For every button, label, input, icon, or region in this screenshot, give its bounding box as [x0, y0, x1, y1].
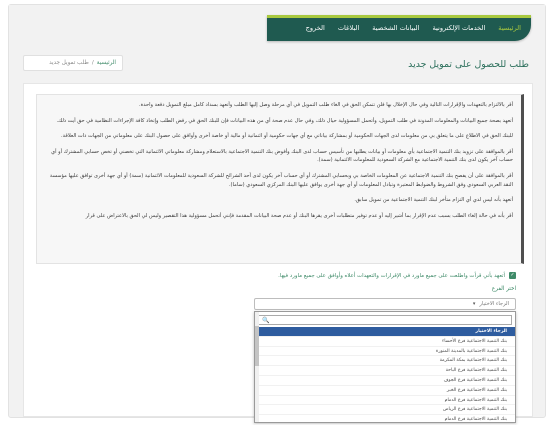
dropdown-scrollbar[interactable] [255, 312, 259, 422]
term-item: أقر بالالتزام بالتعهدات والإقرارات التالية وفي حال الإخلال بها فلن تتمكن الحق في الغاء طلب التمويل في أي مرحلة وصل إليها الطلب وأتعهد بسداد كامل مبلغ التمويل دفعة واحدة. [138, 102, 513, 108]
term-item: أقر بالموافقة على تزويد بنك التنمية الاجتماعية بأي معلومات أو بيانات يطلبها من تأسيس حساب لدى البنك وأفوض بنك التنمية الاجتماعية بالاستعلام ومشاركة معلوماتي الائتمانية التي تخصني أو تخص حسابي المشترك أو أي حساب آخر يكون لدى بنك التنمية الاجتماعية مع الشركة السعودية للمعلومات الائتمانية (سمة). [51, 148, 513, 164]
branch-select-value: الرجاء الاختيار [479, 301, 509, 307]
app-window [8, 4, 546, 423]
main-nav [267, 15, 531, 41]
term-item: أقر بالموافقة على أن يفصح بنك التنمية الاجتماعية عن المعلومات الخاصة بي وبحسابي المشترك أو أي حساب آخر يكون لدى أحد الشرائح للشركة السعودية للمعلومات الائتمانية (سمة) أو أي جهة أخرى توافق عليها مؤسسة النقد العربي السعودي وفق الشروط والضوابط المعتبرة وتبادل المعلومات أو أي جهة أخرى يوافق عليها البنك المركزي السعودي (ساما). [49, 172, 513, 188]
breadcrumb-home[interactable]: الرئيسية [96, 60, 116, 66]
dropdown-option[interactable]: بنك التنمية الاجتماعية فرع الجوف [255, 376, 515, 386]
breadcrumb-separator: / [91, 60, 94, 66]
dropdown-option[interactable]: بنك التنمية الاجتماعية فرع الدمام [255, 396, 515, 406]
page-title: طلب للحصول على تمويل جديد [408, 59, 529, 70]
branch-label: اختر الفرع [491, 286, 516, 292]
agree-label: أتعهد بأني قرأت واطلعت على جميع ماورد في الإقرارات والتعهدات أعلاه وأوافق على جميع ماورد فيها. [278, 272, 505, 279]
chevron-down-icon: ▾ [472, 301, 476, 307]
dropdown-option-placeholder[interactable]: الرجاء الاختيار [255, 327, 515, 337]
branch-dropdown [254, 311, 516, 423]
dropdown-option[interactable]: بنك التنمية الاجتماعية فرع الخبر [255, 386, 515, 396]
dropdown-option[interactable]: بنك التنمية الاجتماعية بالمدينة المنورة [255, 347, 515, 357]
nav-item-personal-data[interactable]: البيانات الشخصية [372, 24, 420, 32]
agree-checkbox[interactable] [509, 272, 516, 279]
term-item: أقر بأنه في حالة إلغاء الطلب بسبب عدم الإقرار بما أشير إليه أو عدم توفير متطلبات أخرى يقرها البنك أو عدم صحة البيانات المقدمة فإنني أتحمل مسؤولية هذا التقصير وليس لي الحق بالاعتراض على قرار [85, 212, 513, 219]
breadcrumb-current: طلب تمويل جديد [49, 60, 89, 66]
dropdown-option[interactable]: بنك التنمية الاجتماعية بمكة المكرمة [255, 356, 515, 366]
check-icon: ✓ [510, 272, 515, 278]
term-item: أتعهد بصحة جميع البيانات والمعلومات المدونة في طلب التمويل، وأتحمل المسؤولية حيال ذلك، وفي حال عدم صحة أي من هذه البيانات فإن للبنك الحق في رفض الطلب وإتخاذ كافة الإجراءات النظامية في حق أيت ذلك. [56, 117, 513, 124]
nav-item-reports[interactable]: البلاغات [337, 24, 360, 32]
dropdown-option[interactable]: بنك التنمية الاجتماعية فرع الباحة [255, 366, 515, 376]
nav-item-e-services[interactable]: الخدمات الإلكترونية [432, 24, 486, 32]
dropdown-option[interactable]: بنك التنمية الاجتماعية فرع الدمام [255, 415, 515, 425]
agree-row [278, 272, 516, 279]
term-item: أتعهد بأنه ليس لدي أي التزام متأخر لبنك التنمية الاجتماعية من تمويل سابق. [354, 197, 513, 204]
search-icon: 🔍 [262, 316, 270, 324]
nav-accent-line [267, 15, 531, 18]
form-card [23, 83, 533, 423]
breadcrumb [23, 55, 123, 71]
dropdown-search-input[interactable] [258, 315, 512, 325]
terms-box [36, 94, 524, 264]
nav-item-home[interactable]: الرئيسية [498, 24, 521, 32]
dropdown-option[interactable]: بنك التنمية الاجتماعية فرع الأحساء [255, 337, 515, 347]
top-bar [9, 5, 545, 47]
scrollbar-thumb[interactable] [255, 326, 259, 366]
nav-item-logout[interactable]: الخروج [305, 24, 325, 32]
dropdown-option[interactable]: بنك التنمية الاجتماعية فرع الرياض [255, 405, 515, 415]
term-item: للبنك الحق في الاطلاع على ما يتعلق بي من معلومات لدى الجهات الحكومية أو بمشاركة بياناتي مع أي جهات حكومية أو ائتمانية أو مالية أو خاصة أخرى وأوافق على حصول البنك على معلوماتي من الجهات ذات العلاقة. [61, 133, 513, 140]
branch-select[interactable] [254, 298, 516, 310]
